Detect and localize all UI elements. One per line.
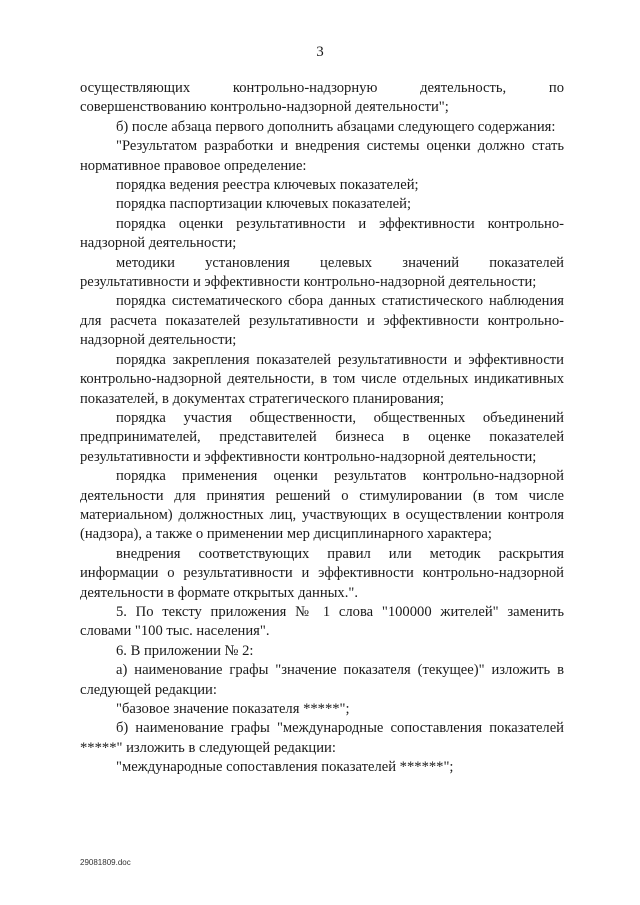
paragraph: осуществляющих контрольно-надзорную деятельность, по совершенствованию контрольно-надзорной деятельности"; <box>80 80 564 116</box>
paragraph: порядка паспортизации ключевых показателей; <box>116 196 411 213</box>
paragraph: порядка применения оценки результатов контрольно-надзорной деятельности для принятия решений о стимулировании (в том числе материальном) должностных лиц, участвующих в осуществлении контроля (надзора), а также о применении мер дисциплинарного характера; <box>80 468 564 543</box>
paragraph: порядка закрепления показателей результативности и эффективности контрольно-надзорной деятельности, в том числе отдельных индикативных показателей, в документах стратегического планирования; <box>80 351 564 407</box>
paragraph: порядка участия общественности, общественных объединений предпринимателей, представителей бизнеса в оценке показателей результативности и эффективности контрольно-надзорной деятельности; <box>80 409 564 465</box>
paragraph: "международные сопоставления показателей ******"; <box>116 759 454 776</box>
page-number: 3 <box>316 44 324 60</box>
paragraph: "Результатом разработки и внедрения системы оценки должно стать нормативное правовое определение: <box>80 138 564 174</box>
paragraph: внедрения соответствующих правил или методик раскрытия информации о результативности и эффективности контрольно-надзорной деятельности в формате открытых данных.". <box>80 545 564 601</box>
paragraph: "базовое значение показателя *****"; <box>116 701 350 717</box>
paragraph: б) после абзаца первого дополнить абзацами следующего содержания: <box>116 118 556 135</box>
paragraph: порядка ведения реестра ключевых показателей; <box>116 177 419 194</box>
paragraph: методики установления целевых значений показателей результативности и эффективности контрольно-надзорной деятельности; <box>80 254 564 291</box>
document-body <box>80 79 564 778</box>
paragraph: а) наименование графы "значение показателя (текущее)" изложить в следующей редакции: <box>80 662 564 698</box>
footer-filename: 29081809.doc <box>80 858 131 867</box>
paragraph: б) наименование графы "международные сопоставления показателей *****" изложить в следующей редакции: <box>80 720 564 756</box>
paragraph: порядка систематического сбора данных статистического наблюдения для расчета показателей результативности и эффективности контрольно-надзорной деятельности; <box>80 293 564 349</box>
paragraph: 6. В приложении № 2: <box>116 642 254 659</box>
paragraph: порядка оценки результативности и эффективности контрольно-надзорной деятельности; <box>80 215 564 252</box>
paragraph: 5. По тексту приложения № 1 слова "100000 жителей" заменить словами "100 тыс. населения". <box>80 603 564 640</box>
